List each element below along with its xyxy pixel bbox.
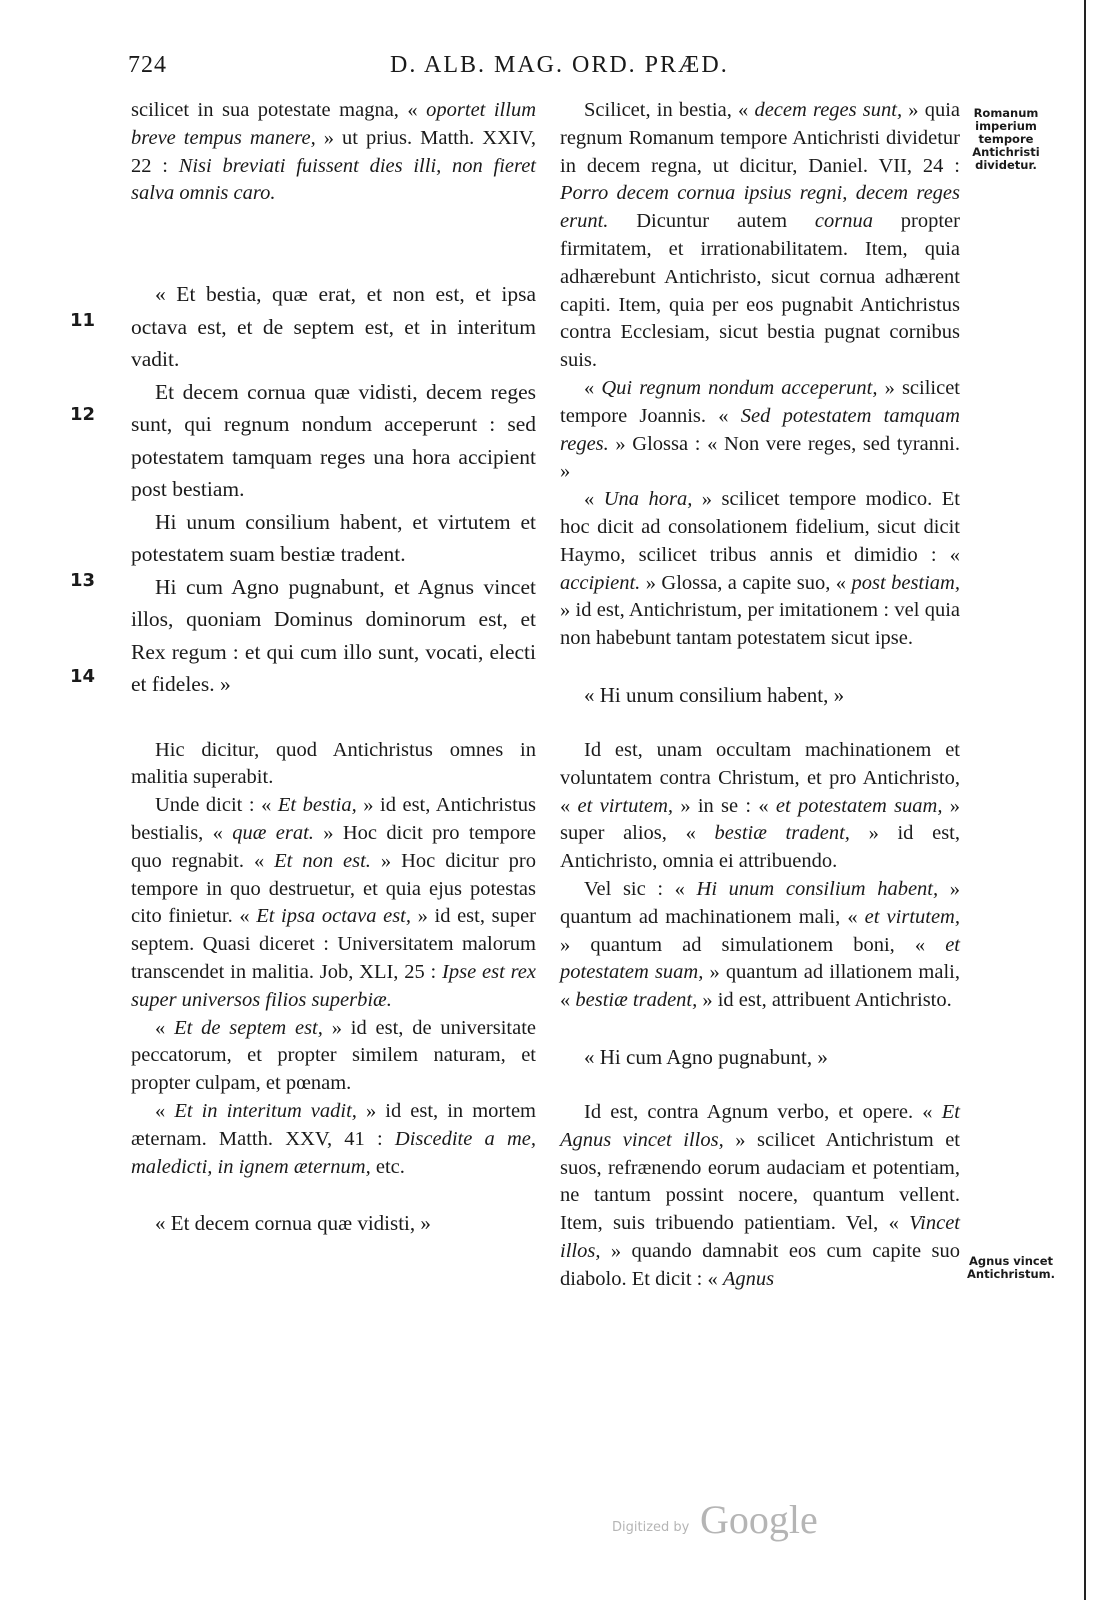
lemma-heading: « Et decem cornua quæ vidisti, »	[155, 1211, 431, 1236]
verse-11: « Et bestia, quæ erat, et non est, et ipsa octava est, et de septem est, et in interitum vadit.	[131, 282, 536, 372]
paragraph: Vel sic : « Hi unum consilium habent, » quantum ad machinationem mali, « et virtutem, » quantum ad simulationem boni, « et potestatem suam, » quantum ad illationem mali, « bestiæ tradent, » id est, attribuent Antichristo.	[560, 877, 960, 1012]
paragraph: « Una hora, » scilicet tempore modico. Et hoc dicit ad consolationem fidelium, sicut dicit Haymo, scilicet tribus annis et dimidio : « accipient. » Glossa, a capite suo, « post bestiam, » id est, Antichristum, per imitationem : vel quia non habebunt tantam potestatem sicut ipse.	[560, 488, 960, 650]
verse-13: Hi unum consilium habent, et virtutem et potestatem suam bestiæ tradent.	[131, 509, 536, 567]
paragraph: Unde dicit : « Et bestia, » id est, Antichristus bestialis, « quæ erat. » Hoc dicit pro tempore quo regnabit. « Et non est. » Hoc dicitur pro tempore in quo destruetur, et quia ejus potestas cito finietur. « Et ipsa octava est, » id est, super septem. Quasi diceret : Universitatem malorum transcendet in malitia. Job, XLI, 25 : Ipse est rex super universos filios superbiæ.	[131, 794, 537, 1011]
page-number: 724	[128, 52, 167, 78]
paragraph: Scilicet, in bestia, « decem reges sunt, » quia regnum Romanum tempore Antichristi dividetur in decem regna, ut dicitur, Daniel. VII, 24 : Porro decem cornua ipsius regni, decem reges erunt. Dicuntur autem cornua propter firmitatem, et irrationabilitatem. Item, quia adhærebunt Antichristo, sicut cornua adhærent capiti. Item, quia per eos pugnabit Antichristus contra Ecclesiam, sicut bestia pugnat cornibus suis.	[560, 99, 961, 372]
page-edge-line	[1084, 0, 1086, 1600]
lemma-heading: « Hi unum consilium habent, »	[584, 682, 845, 707]
paragraph: « Et de septem est, » id est, de universitate peccatorum, et propter similem naturam, et propter culpam, et pœnam.	[131, 1016, 537, 1095]
paragraph: Id est, unam occultam machinationem et voluntatem contra Christum, et pro Antichristo, « et virtutem, » in se : « et potestatem suam, » super alios, « bestiæ tradent, » id est, Antichristo, omnia ei attribuendo.	[560, 738, 961, 873]
verse-14: Hi cum Agno pugnabunt, et Agnus vincet illos, quoniam Dominus dominorum est, et Rex regum : et qui cum illo sunt, vocati, electi et fideles. »	[131, 574, 536, 697]
paragraph: « Qui regnum nondum acceperunt, » scilicet tempore Joannis. « Sed potestatem tamquam reges. » Glossa : « Non vere reges, sed tyranni. »	[560, 376, 960, 483]
lemma-heading: « Hi cum Agno pugnabunt, »	[584, 1044, 828, 1069]
verse-number-12: 12	[70, 404, 96, 425]
verse-number-11: 11	[70, 310, 96, 331]
running-header	[128, 52, 958, 82]
running-title: D. ALB. MAG. ORD. PRÆD.	[390, 52, 729, 78]
google-wordmark: Google	[700, 1497, 818, 1542]
margin-note: Romanum imperium tempore Antichristi dividetur.	[972, 106, 1040, 172]
margin-note: Agnus vincet Antichristum.	[966, 1254, 1056, 1281]
verse-number-14: 14	[70, 666, 96, 687]
digitized-label: Digitized by	[612, 1520, 690, 1535]
paragraph: scilicet in sua potestate magna, « oportet illum breve tempus manere, » ut prius. Matth. XXIV, 22 : Nisi breviati fuissent dies illi, non fieret salva omnis caro.	[131, 99, 537, 205]
verse-12: Et decem cornua quæ vidisti, decem reges sunt, qui regnum nondum acceperunt : sed potestatem tamquam reges una hora accipient post bestiam.	[131, 379, 536, 502]
paragraph: Id est, contra Agnum verbo, et opere. « Et Agnus vincet illos, » scilicet Antichristum et suos, refrænendo eorum audaciam et potentiam, ne tantum possint nocere, quantum vellent. Item, suis tribuendo patientiam. Vel, « Vincet illos, » quando damnabit eos cum capite suo diabolo. Et dicit : « Agnus	[560, 1100, 960, 1290]
digitized-watermark	[612, 1496, 832, 1546]
verse-number-13: 13	[70, 570, 96, 591]
paragraph: Hic dicitur, quod Antichristus omnes in malitia superabit.	[131, 738, 536, 789]
left-column	[131, 97, 536, 1237]
right-column	[560, 97, 960, 1293]
paragraph: « Et in interitum vadit, » id est, in mortem æternam. Matth. XXV, 41 : Discedite a me, maledicti, in ignem æternum, etc.	[131, 1100, 536, 1178]
